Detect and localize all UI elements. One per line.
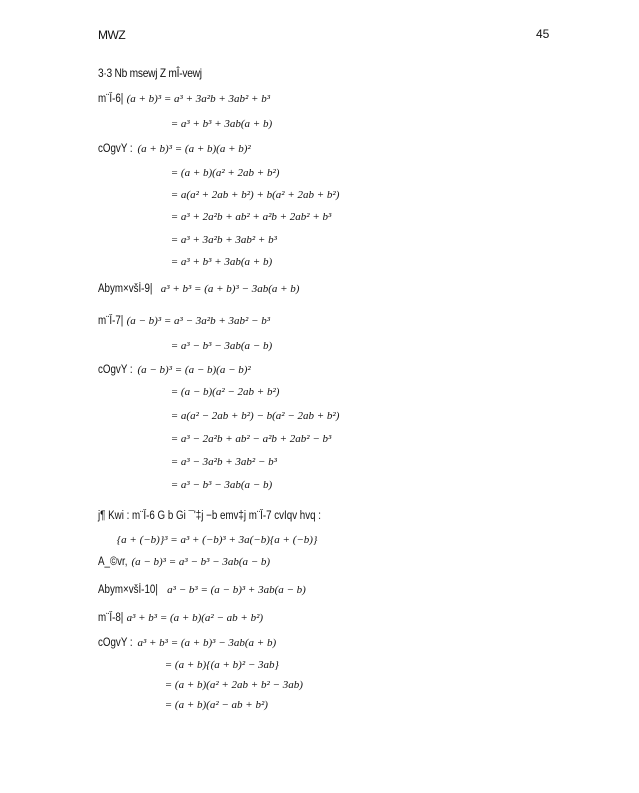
equation: (a − b)³ = a³ − b³ − 3ab(a − b) [131,556,271,568]
equation: = (a − b)(a² − 2ab + b²) [170,386,280,398]
equation: = a³ + 3a²b + 3ab² + b³ [170,234,277,246]
equation: = a³ + b³ + 3ab(a + b) [170,118,273,130]
line-label: m¨Î-8| [98,612,124,624]
running-header: MWZ [98,28,126,42]
equation: {a + (−b)}³ = a³ + (−b)³ + 3a(−b){a + (−b)} [116,534,318,546]
formula-line [166,659,279,671]
formula-line [98,315,270,327]
equation: = (a + b)(a² + 2ab + b²) [170,167,280,179]
formula-line [98,93,270,105]
formula-line [98,584,306,596]
formula-line [172,234,277,246]
formula-line [98,283,299,295]
formula-line [98,637,276,649]
equation: = a(a² − 2ab + b²) − b(a² − 2ab + b²) [170,410,340,422]
formula-line [172,256,272,268]
formula-line [166,699,268,711]
page-number: 45 [536,27,550,41]
equation: a³ + b³ = (a + b)³ − 3ab(a + b) [160,283,300,295]
formula-line [172,167,279,179]
formula-line [172,410,339,422]
formula-line [172,211,331,223]
equation: = a³ − 3a²b + 3ab² − b³ [170,456,277,468]
equation: a³ − b³ = (a − b)³ + 3ab(a − b) [167,584,306,596]
formula-line [172,118,272,130]
formula-line [172,189,339,201]
equation: (a + b)³ = a³ + 3a²b + 3ab² + b³ [126,93,271,105]
formula-line [166,679,303,691]
equation: (a − b)³ = a³ − 3a²b + 3ab² − b³ [126,315,271,327]
equation: (a + b)³ = (a + b)(a + b)² [137,143,251,155]
line-label: A_©vr, [98,556,128,568]
formula-line [118,534,317,546]
formula-line [98,510,356,522]
equation: a³ + b³ = (a + b)(a² − ab + b²) [126,612,264,624]
line-label: Abym×všÍ-9| [98,283,153,295]
line-label: m¨Î-7| [98,315,124,327]
equation: = a³ − b³ − 3ab(a − b) [170,479,273,491]
equation: = (a + b)(a² − ab + b²) [164,699,268,711]
formula-line [172,456,277,468]
formula-line [98,143,251,155]
line-label: cÖgvY : [98,364,133,376]
equation: = a³ − 2a²b + ab² − a²b + 2ab² − b³ [170,433,332,445]
formula-line [98,364,251,376]
formula-line [172,386,279,398]
line-label: cÖgvY : [98,637,133,649]
equation: = (a + b){(a + b)² − 3ab} [164,659,279,671]
line-label: cÖgvY : [98,143,133,155]
equation: = a³ + 2a²b + ab² + a²b + 2ab² + b³ [170,211,332,223]
formula-line [98,556,270,568]
equation: = (a + b)(a² + 2ab + b² − 3ab) [164,679,303,691]
line-label: m¨Î-6| [98,93,124,105]
formula-line [172,479,272,491]
equation: = a³ − b³ − 3ab(a − b) [170,340,273,352]
equation: (a − b)³ = (a − b)(a − b)² [137,364,251,376]
section-title: 3·3 Nb msewj Z mÎ-vewj [98,66,202,80]
line-label: Abym×všÍ-10| [98,584,158,596]
equation: = a(a² + 2ab + b²) + b(a² + 2ab + b²) [170,189,340,201]
line-label: j¶ Kwi : m¨Î-6 G b Gi ¯'‡j −b emv‡j m¨Î-7 cvIqv hvq : [98,510,322,522]
formula-line [98,612,263,624]
equation: a³ + b³ = (a + b)³ − 3ab(a + b) [137,637,277,649]
formula-line [172,340,272,352]
equation: = a³ + b³ + 3ab(a + b) [170,256,273,268]
formula-line [172,433,331,445]
